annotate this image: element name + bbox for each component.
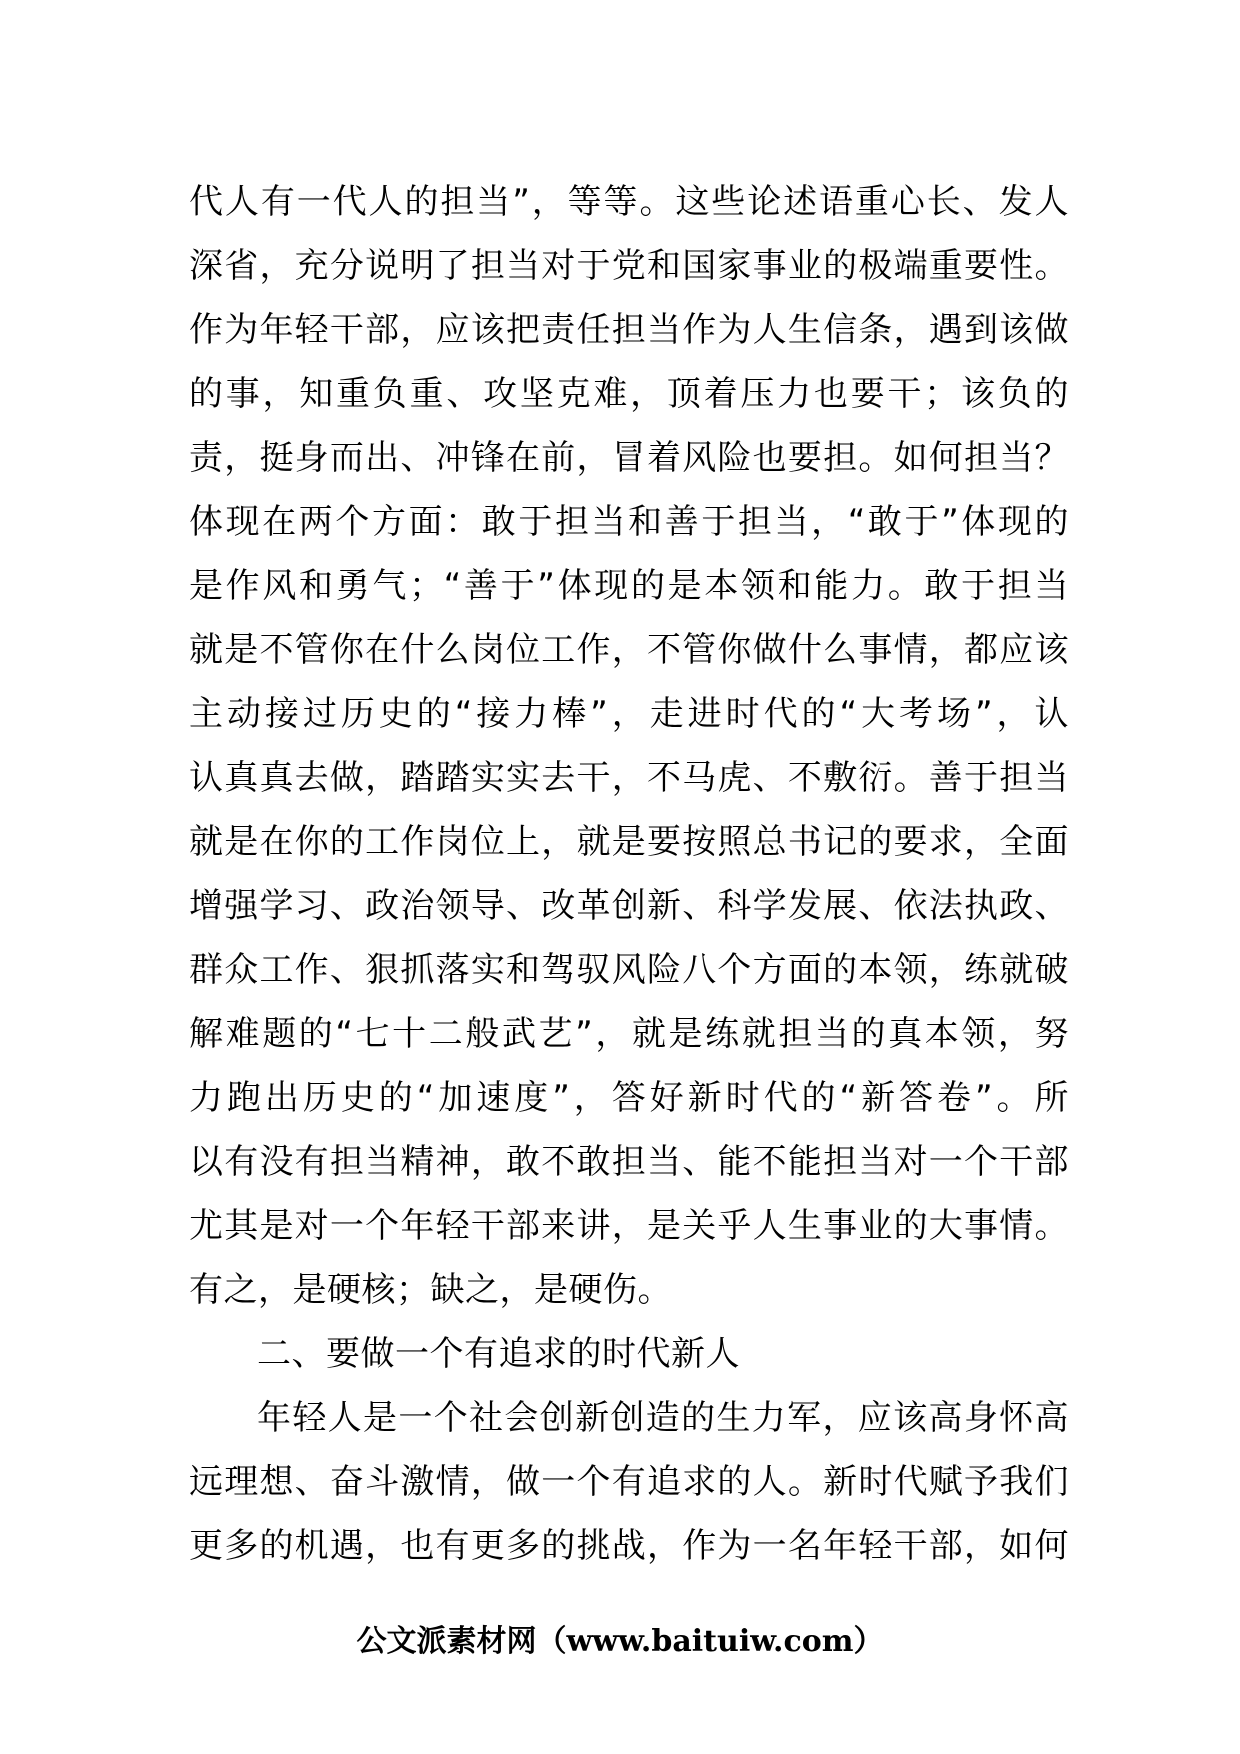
body-line-17: 尤其是对一个年轻干部来讲，是关乎人生事业的大事情。 — [189, 1206, 1069, 1246]
body-line-11: 就是在你的工作岗位上，就是要按照总书记的要求，全面 — [189, 822, 1069, 862]
body-line-9: 主动接过历史的“接力棒”，走进时代的“大考场”，认 — [189, 694, 1069, 734]
body-line-12: 增强学习、政治领导、改革创新、科学发展、依法执政、 — [189, 886, 1069, 926]
body-line-6: 体现在两个方面：敢于担当和善于担当，“敢于”体现的 — [189, 502, 1069, 542]
body-line-7: 是作风和勇气；“善于”体现的是本领和能力。敢于担当 — [189, 566, 1069, 606]
document-body — [189, 170, 1069, 1578]
body-line-1: 代人有一代人的担当”，等等。这些论述语重心长、发人 — [189, 182, 1069, 222]
body-line-3: 作为年轻干部，应该把责任担当作为人生信条，遇到该做 — [189, 310, 1069, 350]
body-line-5: 责，挺身而出、冲锋在前，冒着风险也要担。如何担当？ — [189, 438, 1069, 478]
body-line-4: 的事，知重负重、攻坚克难，顶着压力也要干；该负的 — [189, 374, 1069, 414]
paragraph2-line-2: 远理想、奋斗激情，做一个有追求的人。新时代赋予我们 — [189, 1462, 1069, 1502]
body-line-18: 有之，是硬核；缺之，是硬伤。 — [189, 1270, 672, 1310]
body-line-2: 深省，充分说明了担当对于党和国家事业的极端重要性。 — [189, 246, 1069, 286]
footer-watermark: 公文派素材网（www.baituiw.com） — [356, 1624, 884, 1659]
body-line-15: 力跑出历史的“加速度”，答好新时代的“新答卷”。所 — [189, 1078, 1069, 1118]
body-line-13: 群众工作、狠抓落实和驾驭风险八个方面的本领，练就破 — [189, 950, 1069, 990]
paragraph2-line-1: 年轻人是一个社会创新创造的生力军，应该高身怀高 — [257, 1398, 1069, 1438]
body-line-14: 解难题的“七十二般武艺”，就是练就担当的真本领，努 — [189, 1014, 1069, 1054]
paragraph2-line-3: 更多的机遇，也有更多的挑战，作为一名年轻干部，如何 — [189, 1526, 1069, 1566]
section-heading: 二、要做一个有追求的时代新人 — [257, 1334, 740, 1374]
body-line-8: 就是不管你在什么岗位工作，不管你做什么事情，都应该 — [189, 630, 1069, 670]
body-line-16: 以有没有担当精神，敢不敢担当、能不能担当对一个干部 — [189, 1142, 1069, 1182]
body-line-10: 认真真去做，踏踏实实去干，不马虎、不敷衍。善于担当 — [189, 758, 1069, 798]
